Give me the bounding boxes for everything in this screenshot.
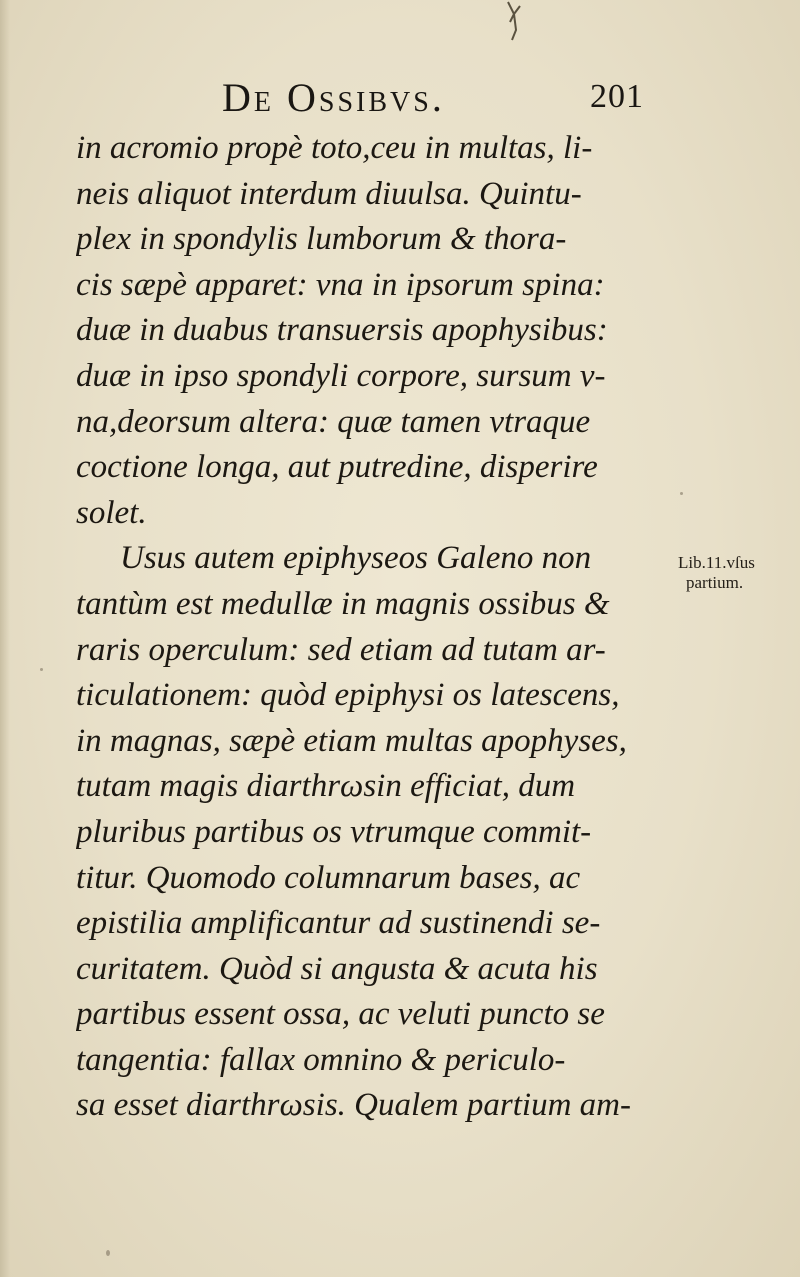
text-line: sa esset diarthrωsis. Qualem partium am- xyxy=(76,1087,631,1124)
text-line: cis sæpè apparet: vna in ipsorum spina: xyxy=(76,266,605,303)
page-number: 201 xyxy=(590,78,644,115)
binding-thread-mark xyxy=(496,0,536,50)
text-line: epistilia amplificantur ad sustinendi se- xyxy=(76,905,601,942)
text-line: in acromio propè toto,ceu in multas, li- xyxy=(76,130,593,166)
marginal-note xyxy=(678,553,796,593)
text-line: plex in spondylis lumborum & thora- xyxy=(76,221,567,258)
text-line: titur. Quomodo columnarum bases, ac xyxy=(76,859,581,896)
paper-speck xyxy=(106,1250,110,1256)
text-line: coctione longa, aut putredine, disperire xyxy=(76,449,598,486)
text-line: pluribus partibus os vtrumque commit- xyxy=(76,813,592,850)
text-line: curitatem. Quòd si angusta & acuta his xyxy=(76,950,598,987)
paper-speck xyxy=(680,492,683,495)
text-line: tutam magis diarthrωsin efficiat, dum xyxy=(76,768,576,805)
text-line: na,deorsum altera: quæ tamen vtraque xyxy=(76,403,591,440)
text-line: in magnas, sæpè etiam multas apophyses, xyxy=(76,722,627,759)
text-line: raris operculum: sed etiam ad tutam ar- xyxy=(76,631,606,668)
text-line: ticulationem: quòd epiphysi os latescens, xyxy=(76,677,620,714)
paper-speck xyxy=(40,668,43,671)
marginal-note-line: partium. xyxy=(686,573,744,592)
paragraph-start-line: Usus autem epiphyseos Galeno non xyxy=(120,540,592,577)
text-line: tantùm est medullæ in magnis ossibus & xyxy=(76,585,610,622)
text-line: solet. xyxy=(76,494,147,531)
text-line: duæ in duabus transuersis apophysibus: xyxy=(76,312,608,349)
text-line: duæ in ipso spondyli corpore, sursum v- xyxy=(76,357,606,394)
body-text xyxy=(76,126,670,1129)
page-header xyxy=(0,70,800,120)
page-gutter-shadow xyxy=(0,0,10,1277)
text-line: partibus essent ossa, ac veluti puncto se xyxy=(76,996,605,1033)
text-line: neis aliquot interdum diuulsa. Quintu- xyxy=(76,175,582,212)
text-line: tangentia: fallax omnino & periculo- xyxy=(76,1041,566,1078)
marginal-note-line: Lib.11.vſus xyxy=(678,553,755,572)
running-title: De Ossibvs. xyxy=(222,75,445,120)
